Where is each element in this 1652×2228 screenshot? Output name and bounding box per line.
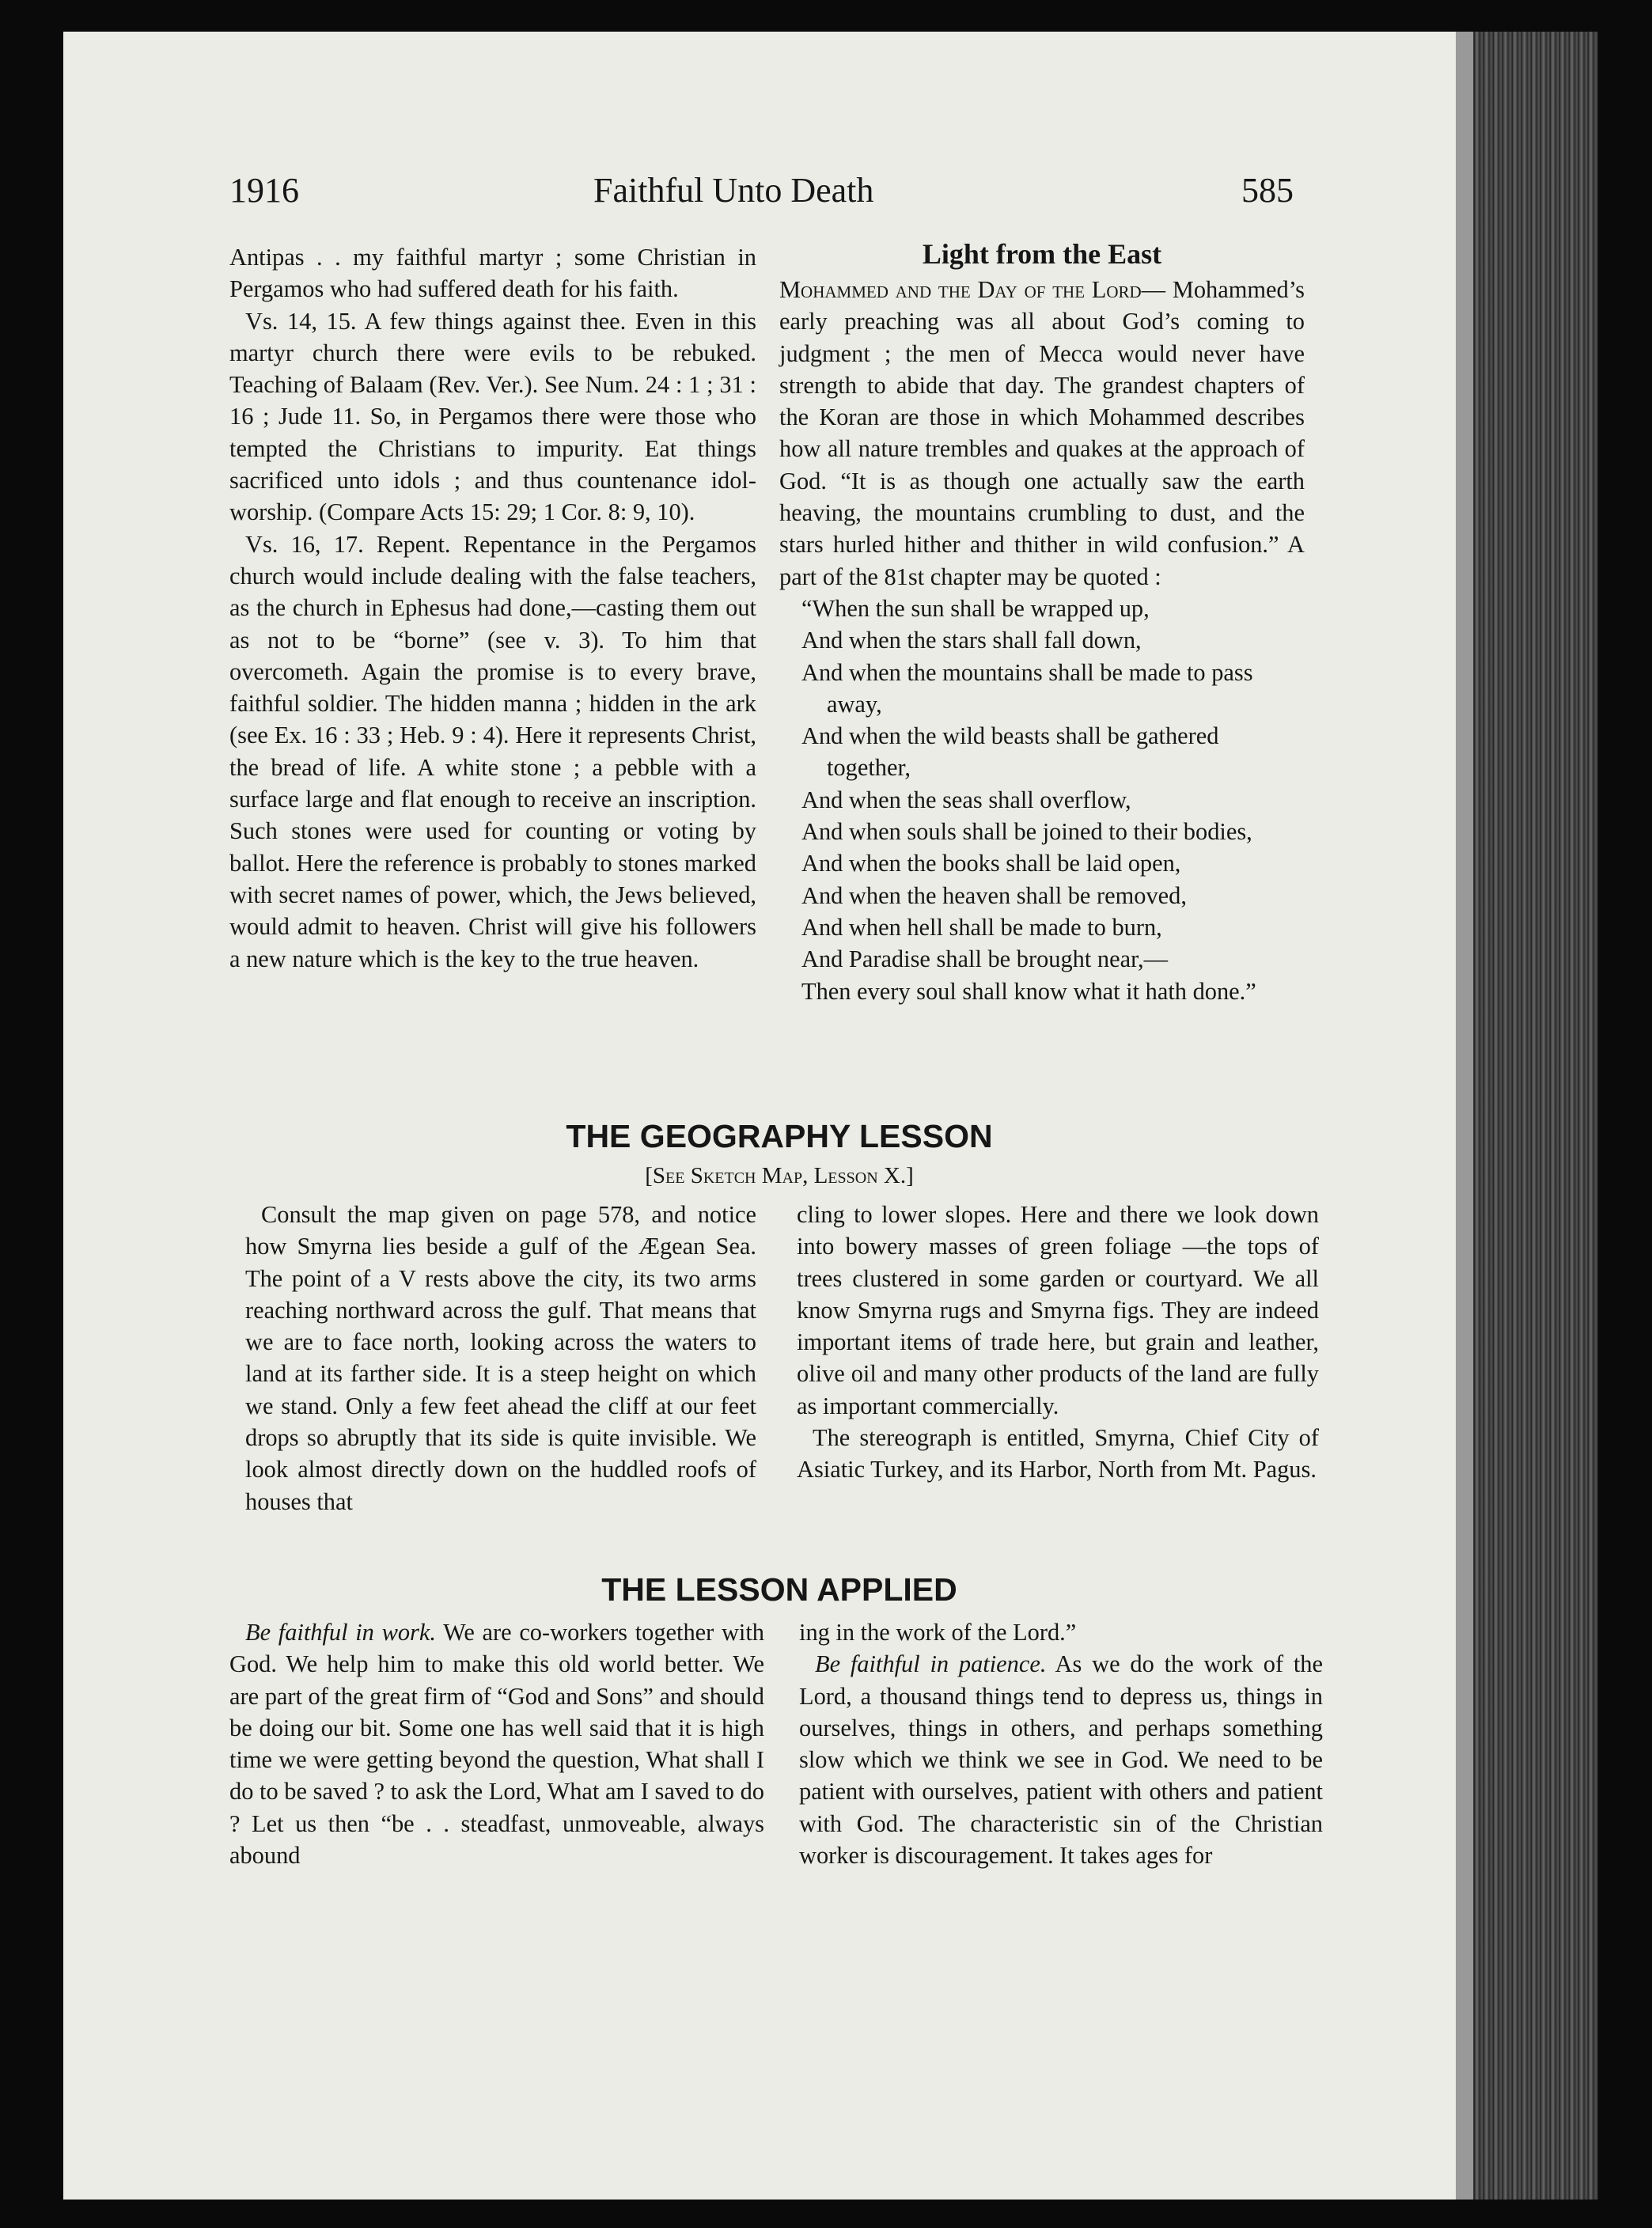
applied-right <box>799 1616 1323 1871</box>
paragraph: Antipas . . my faithful martyr ; some Christian in Pergamos who had suffered death for his faith. <box>229 244 756 303</box>
section-title: THE LESSON APPLIED <box>601 1571 957 1608</box>
verse-line: And when the books shall be laid open, <box>801 850 1181 877</box>
verse-list <box>779 593 1305 1007</box>
header-title: Faithful Unto Death <box>593 171 874 210</box>
book-spine <box>1456 32 1598 2200</box>
paragraph-text: As we do the work of the Lord, a thousand things tend to depress us, things in ourselves, things in others, and perhaps something slow which we think we see in God. We need to be patient with ourselves, patient with others and patient with God. The characteristic sin of the Christian worker is discouragement. It takes ages for <box>799 1650 1323 1870</box>
page-number: 585 <box>1241 171 1294 210</box>
paragraph: Vs. 14, 15. A few things against thee. Even in this martyr church there were evils to be rebuked. Teaching of Balaam (Rev. Ver.). See Num. 24 : 1 ; 31 : 16 ; Jude 11. So, in Pergamos there were those who tempted the Christians to impurity. Eat things sacrificed unto idols ; and thus countenance idol-worship. (Compare Acts 15: 29; 1 Cor. 8: 9, 10). <box>229 307 756 526</box>
section-heading: Light from the East <box>922 238 1162 270</box>
paragraph: ing in the work of the Lord.” <box>799 1619 1077 1646</box>
italic-lead: Be faithful in patience. <box>815 1650 1047 1678</box>
paragraph: The stereograph is entitled, Smyrna, Chief City of Asiatic Turkey, and its Harbor, North from Mt. Pagus. <box>797 1424 1319 1483</box>
geography-left <box>245 1199 756 1518</box>
verse-line: And when the heaven shall be removed, <box>801 881 1187 909</box>
section-title: THE GEOGRAPHY LESSON <box>566 1118 993 1154</box>
verse-line: And when hell shall be made to burn, <box>801 913 1162 941</box>
verse-line: And when the stars shall fall down, <box>801 627 1142 654</box>
italic-lead: Be faithful in work. <box>245 1619 436 1646</box>
verse-line: And when the wild beasts shall be gathered together, <box>801 722 1219 782</box>
paragraph: Consult the map given on page 578, and notice how Smyrna lies beside a gulf of the Ægean Sea. The point of a V rests above the city, its two arms reaching northward across the gulf. That means that we are to face north, looking across the waters to land at its farther side. It is a steep height on which we stand. Only a few feet ahead the cliff at our feet drops so abruptly that its side is quite invisible. We look almost directly down on the huddled roofs of houses that <box>245 1201 756 1515</box>
intro-text: Mohammed’s early preaching was all about God’s coming to judgment ; the men of Mecca would never have strength to abide that day. The grandest chapters of the Koran are those in which Mohammed describes how all nature trembles and quakes at the approach of God. “It is as though one actually saw the earth heaving, the mountains crumbling to dust, and the stars hurled hither and thither in wild confusion.” A part of the 81st chapter may be quoted : <box>779 276 1305 590</box>
right-column <box>779 234 1305 1007</box>
paragraph <box>229 1616 764 1871</box>
page-edge <box>1456 32 1473 2200</box>
verse-line: And Paradise shall be brought near,— <box>801 945 1168 973</box>
section-subtitle: [See Sketch Map, Lesson X.] <box>645 1163 914 1188</box>
verse-line: And when the mountains shall be made to pass away, <box>801 658 1253 718</box>
paragraph: Vs. 16, 17. Repent. Repentance in the Pergamos church would include dealing with the false teachers, as the church in Ephesus had done,—casting them out as not to be “borne” (see v. 3). To him that overcometh. Again the promise is to every brave, faithful soldier. The hidden manna ; hidden in the ark (see Ex. 16 : 33 ; Heb. 9 : 4). Here it represents Christ, the bread of life. A white stone ; a pebble with a surface large and flat enough to receive an inscription. Such stones were used for counting or voting by ballot. Here the reference is probably to stones marked with secret names of power, which, the Jews believed, would admit to heaven. Christ will give his followers a new nature which is the key to the true heaven. <box>229 530 756 972</box>
paragraph: cling to lower slopes. Here and there we look down into bowery masses of green foliage —the tops of trees clustered in some garden or courtyard. We all know Smyrna rugs and Smyrna figs. They are indeed important items of trade here, but grain and leather, olive oil and many other products of the land are fully as important commercially. <box>797 1201 1319 1419</box>
applied-left <box>229 1616 764 1871</box>
left-column <box>229 241 756 975</box>
running-header <box>229 162 1294 225</box>
header-year: 1916 <box>229 171 299 210</box>
geography-right <box>797 1199 1319 1486</box>
verse-line: And when the seas shall overflow, <box>801 786 1131 813</box>
paragraph <box>779 274 1305 593</box>
paragraph <box>799 1648 1323 1871</box>
lead-caps: Mohammed and the Day of the Lord— <box>779 276 1166 303</box>
verse-line: Then every soul shall know what it hath done.” <box>801 977 1256 1005</box>
verse-line: And when souls shall be joined to their bodies, <box>801 818 1252 846</box>
verse-line: “When the sun shall be wrapped up, <box>801 594 1150 622</box>
paragraph-text: We are co-workers together with God. We help him to make this old world better. We are part of the great firm of “God and Sons” and should be doing our bit. Some one has well said that it is high time we were getting beyond the question, What shall I do to be saved ? to ask the Lord, What am I saved to do ? Let us then “be . . steadfast, unmoveable, always abound <box>229 1619 764 1870</box>
